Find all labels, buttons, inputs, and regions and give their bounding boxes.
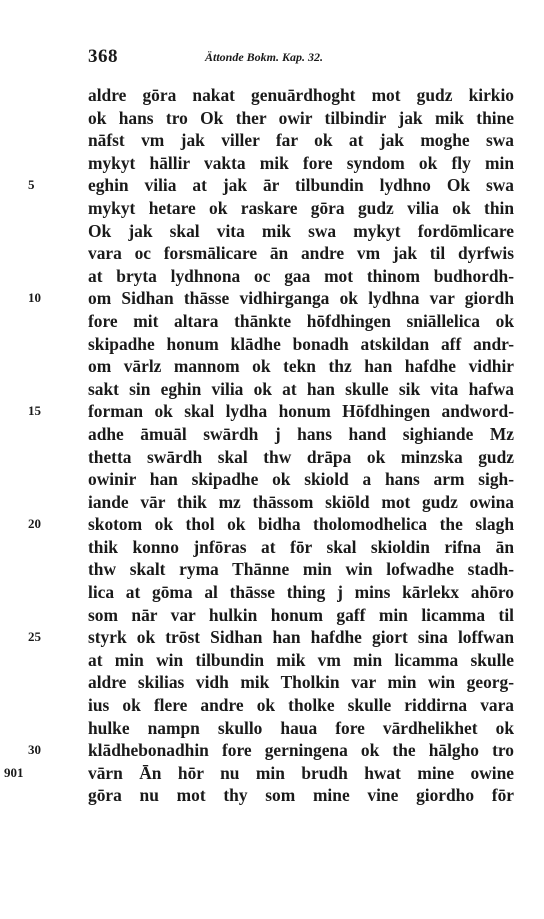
line-text: klādhebonadhin fore gerningena ok the hālgho tro	[88, 740, 514, 761]
line-text: gōra nu mot thy som mine vine giordho fōr	[88, 785, 514, 806]
text-line	[88, 423, 514, 446]
text-line	[88, 310, 514, 333]
line-number: 15	[28, 403, 41, 419]
line-text: at min win tilbundin mik vm min licamma skulle	[88, 649, 514, 670]
text-line	[88, 129, 514, 152]
page-header	[0, 46, 544, 70]
text-line	[88, 446, 514, 469]
text-line	[88, 649, 514, 672]
text-line	[88, 197, 514, 220]
line-text: aldre gōra nakat genuārdhoght mot gudz kirkio	[88, 85, 514, 105]
line-text: aldre skilias vidh mik Tholkin var min win georg-	[88, 672, 514, 693]
text-line	[28, 174, 514, 197]
text-line	[88, 694, 514, 717]
line-text: om vārlz mannom ok tekn thz han hafdhe vidhir	[88, 356, 514, 377]
text-line	[88, 784, 514, 807]
page-number: 368	[88, 46, 118, 67]
line-number: 10	[28, 290, 41, 306]
text-line	[28, 513, 514, 536]
text-line	[4, 762, 514, 785]
line-text: styrk ok trōst Sidhan han hafdhe giort sina loffwan	[88, 627, 514, 648]
line-text: at bryta lydhnona oc gaa mot thinom budhordh-	[88, 265, 514, 286]
line-text: iande vār thik mz thāssom skiōld mot gudz owina	[88, 491, 514, 512]
text-line	[88, 84, 514, 107]
line-text: vara oc forsmālicare ān andre vm jak til dyrfwis	[88, 243, 514, 264]
text-line	[88, 378, 514, 401]
line-number: 20	[28, 516, 41, 532]
text-line	[88, 671, 514, 694]
line-text: mykyt hāllir vakta mik fore syndom ok fly min	[88, 152, 514, 173]
text-line	[88, 468, 514, 491]
line-text: lica at gōma al thāsse thing j mins kārlekx ahōro	[88, 582, 514, 603]
line-text: eghin vilia at jak ār tilbundin lydhno Ok swa	[88, 175, 514, 196]
line-text: sakt sin eghin vilia ok at han skulle sik vita hafwa	[88, 378, 514, 399]
line-text: ius ok flere andre ok tholke skulle riddirna vara	[88, 695, 514, 716]
line-text: skipadhe honum klādhe bonadh atskildan aff andr-	[88, 333, 514, 354]
line-text: ok hans tro Ok ther owir tilbindir jak mik thine	[88, 107, 514, 128]
text-line	[88, 604, 514, 627]
running-head: Ättonde Bokm. Kap. 32.	[205, 50, 324, 64]
line-text: vārn Ān hōr nu min brudh hwat mine owine	[88, 762, 514, 783]
text-line	[88, 717, 514, 740]
line-text: som nār var hulkin honum gaff min licamma til	[88, 604, 514, 625]
text-line	[28, 400, 514, 423]
text-line	[88, 265, 514, 288]
text-line	[88, 536, 514, 559]
text-line	[88, 242, 514, 265]
text-line	[88, 152, 514, 175]
line-text: thetta swārdh skal thw drāpa ok minzska gudz	[88, 446, 514, 467]
line-number: 5	[28, 177, 35, 193]
text-line	[88, 220, 514, 243]
line-text: forman ok skal lydha honum Hōfdhingen andword-	[88, 401, 514, 422]
text-line	[28, 626, 514, 649]
text-line	[88, 558, 514, 581]
line-text: fore mit altara thānkte hōfdhingen sniāllelica ok	[88, 310, 514, 331]
line-text: thw skalt ryma Thānne min win lofwadhe stadh-	[88, 559, 514, 580]
text-line	[28, 739, 514, 762]
line-text: Ok jak skal vita mik swa mykyt fordōmlicare	[88, 220, 514, 241]
line-text: hulke nampn skullo haua fore vārdhelikhet ok	[88, 717, 514, 738]
text-line	[28, 287, 514, 310]
line-number: 30	[28, 742, 41, 758]
text-line	[88, 333, 514, 356]
text-line	[88, 355, 514, 378]
line-text: thik konno jnfōras at fōr skal skioldin rifna ān	[88, 536, 514, 557]
line-text: om Sidhan thāsse vidhirganga ok lydhna var giordh	[88, 288, 514, 309]
line-text: skotom ok thol ok bidha tholomodhelica the slagh	[88, 514, 514, 535]
text-line	[88, 107, 514, 130]
text-line	[88, 491, 514, 514]
text-line	[88, 581, 514, 604]
margin-reference: 901	[4, 764, 24, 780]
line-text: adhe āmuāl swārdh j hans hand sighiande Mz	[88, 423, 514, 444]
line-text: nāfst vm jak viller far ok at jak moghe swa	[88, 130, 514, 151]
line-text: owinir han skipadhe ok skiold a hans arm sigh-	[88, 469, 514, 490]
line-number: 25	[28, 629, 41, 645]
body-text	[4, 84, 514, 807]
line-text: mykyt hetare ok raskare gōra gudz vilia ok thin	[88, 197, 514, 218]
